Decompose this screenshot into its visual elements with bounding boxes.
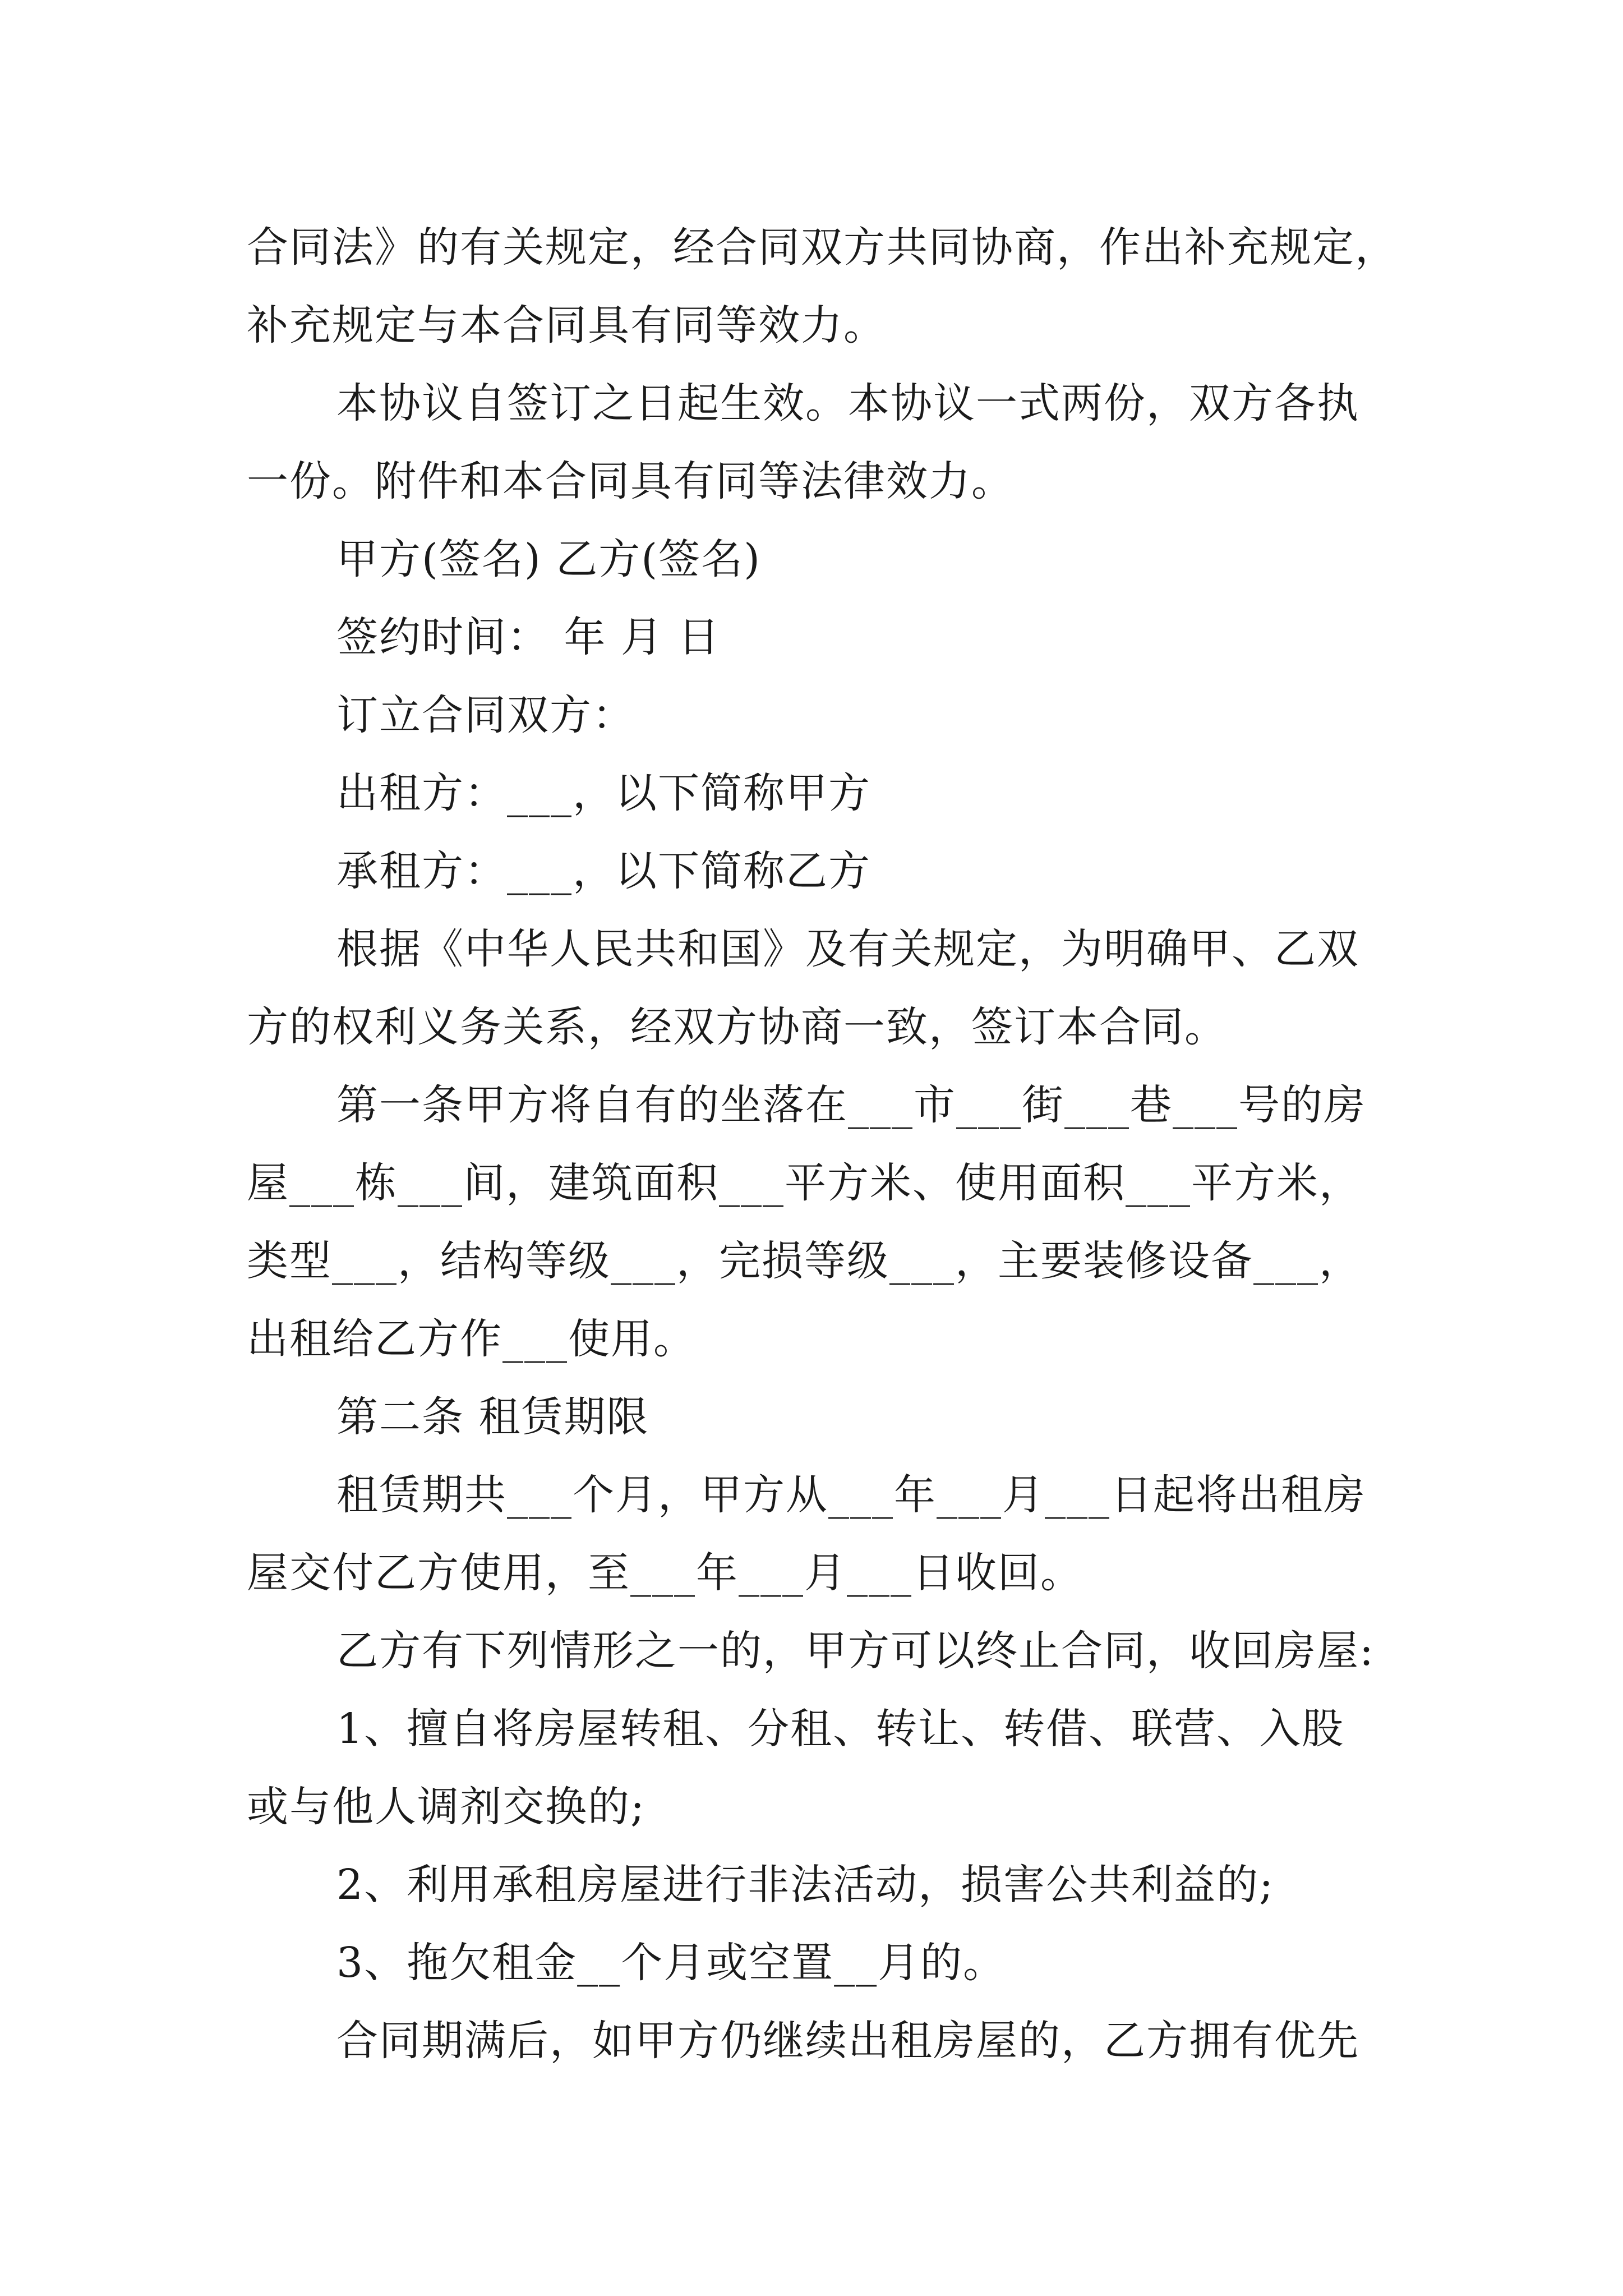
termination-item-1-line-1: 1、擅自将房屋转租、分租、转让、转借、联营、入股 bbox=[336, 1705, 1345, 1753]
lessor-line: 出租方：___，以下简称甲方 bbox=[336, 769, 871, 817]
termination-item-1-line-2: 或与他人调剂交换的; bbox=[247, 1783, 645, 1831]
lessee-line: 承租方：___，以下简称乙方 bbox=[336, 847, 871, 895]
termination-item-3: 3、拖欠租金__个月或空置__月的。 bbox=[336, 1939, 1006, 1987]
signing-date-line: 签约时间： 年 月 日 bbox=[336, 613, 721, 661]
lease-term-line-1: 租赁期共___个月，甲方从___年___月___日起将出租房 bbox=[336, 1471, 1366, 1519]
article-1-line-2: 屋___栋___间，建筑面积___平方米、使用面积___平方米， bbox=[247, 1159, 1362, 1207]
paragraph-effect-line-1: 本协议自签订之日起生效。本协议一式两份，双方各执 bbox=[336, 379, 1359, 427]
article-1-line-4: 出租给乙方作___使用。 bbox=[247, 1315, 696, 1363]
document-body bbox=[247, 209, 1398, 2080]
termination-item-2: 2、利用承租房屋进行非法活动，损害公共利益的; bbox=[336, 1861, 1275, 1909]
paragraph-effect-line-2: 一份。附件和本合同具有同等法律效力。 bbox=[247, 457, 1014, 505]
termination-intro: 乙方有下列情形之一的，甲方可以终止合同，收回房屋: bbox=[336, 1627, 1375, 1675]
article-2-heading: 第二条 租赁期限 bbox=[336, 1393, 649, 1441]
lease-term-line-2: 屋交付乙方使用，至___年___月___日收回。 bbox=[247, 1549, 1083, 1597]
paragraph-basis-line-1: 根据《中华人民共和国》及有关规定，为明确甲、乙双 bbox=[336, 925, 1359, 973]
renewal-line-1: 合同期满后，如甲方仍继续出租房屋的，乙方拥有优先 bbox=[336, 2017, 1359, 2065]
article-1-line-3: 类型___，结构等级___，完损等级___，主要装修设备___， bbox=[247, 1237, 1362, 1285]
paragraph-supplement-line-1: 合同法》的有关规定，经合同双方共同协商，作出补充规定， bbox=[247, 223, 1398, 272]
paragraph-supplement-line-2: 补充规定与本合同具有同等效力。 bbox=[247, 301, 886, 349]
parties-heading: 订立合同双方： bbox=[336, 691, 635, 739]
paragraph-basis-line-2: 方的权利义务关系，经双方协商一致，签订本合同。 bbox=[247, 1003, 1227, 1051]
article-1-line-1: 第一条甲方将自有的坐落在___市___街___巷___号的房 bbox=[336, 1081, 1366, 1129]
signature-line: 甲方(签名) 乙方(签名) bbox=[336, 535, 762, 583]
